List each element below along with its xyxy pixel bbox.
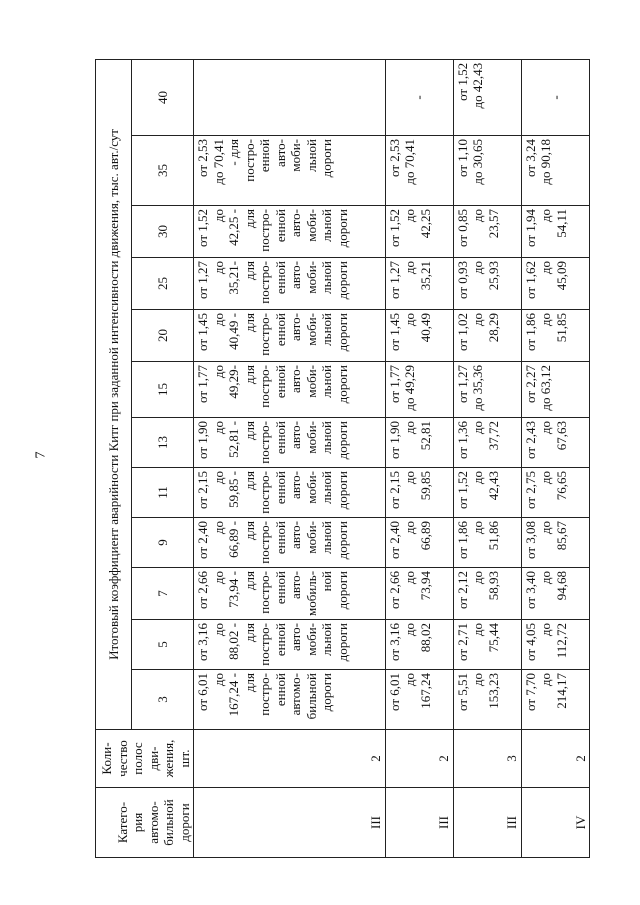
coefficient-cell: от 2,27 до 63,12 — [521, 362, 589, 418]
intensity-header-5: 5 — [132, 620, 194, 670]
intensity-header-11: 11 — [132, 468, 194, 518]
table-row — [453, 59, 521, 857]
coefficient-cell: от 2,15 до 59,85 - для постро- енной авто- моби- льной дороги — [194, 468, 386, 518]
table-body — [194, 59, 590, 857]
coefficient-cell — [194, 59, 386, 135]
coefficient-cell: от 2,71 до 75,44 — [453, 620, 521, 670]
intensity-header-40: 40 — [132, 59, 194, 135]
intensity-header-13: 13 — [132, 418, 194, 468]
category-cell: III — [194, 788, 386, 858]
coefficient-cell: от 2,66 до 73,94 - для постро- енной авто- мобиль- ной дороги — [194, 568, 386, 620]
intensity-header-9: 9 — [132, 518, 194, 568]
table-row — [194, 59, 386, 857]
coefficient-cell: - — [521, 59, 589, 135]
coefficient-cell: от 1,27 до 35,36 — [453, 362, 521, 418]
coefficient-cell: от 2,15 до 59,85 — [385, 468, 453, 518]
coefficient-cell: от 3,24 до 90,18 — [521, 136, 589, 206]
coefficient-cell: от 1,27 до 35,21- для постро- енной авто- моби- льной дороги — [194, 258, 386, 310]
coefficient-cell: от 1,52 до 42,25 — [385, 206, 453, 258]
lanes-cell: 2 — [521, 730, 589, 788]
table-row — [385, 59, 453, 857]
coefficient-cell: от 1,45 до 40,49 - для постро- енной авто- моби- льной дороги — [194, 310, 386, 362]
intensity-header-15: 15 — [132, 362, 194, 418]
accident-coefficient-table — [95, 59, 590, 858]
coefficient-cell: от 6,01 до 167,24 - для постро- енной автомо- бильной дороги — [194, 670, 386, 730]
intensity-header-20: 20 — [132, 310, 194, 362]
coefficient-cell: от 2,53 до 70,41 - для постро- енной авто- моби- льной дороги — [194, 136, 386, 206]
lanes-cell: 3 — [453, 730, 521, 788]
coefficient-cell: от 2,66 до 73,94 — [385, 568, 453, 620]
header-title: Итоговый коэффициент аварийности Китг при заданной интенсивности движения, тыс. авт./сут — [96, 59, 132, 729]
coefficient-cell: от 5,51 до 153,23 — [453, 670, 521, 730]
coefficient-cell: от 1,62 до 45,09 — [521, 258, 589, 310]
coefficient-cell: - — [385, 59, 453, 135]
category-cell: III — [385, 788, 453, 858]
coefficient-cell: от 1,27 до 35,21 — [385, 258, 453, 310]
table-row — [521, 59, 589, 857]
coefficient-cell: от 3,16 до 88,02 — [385, 620, 453, 670]
category-cell: IV — [521, 788, 589, 858]
coefficient-cell: от 1,90 до 52,81 — [385, 418, 453, 468]
coefficient-cell: от 2,40 до 66,89 — [385, 518, 453, 568]
coefficient-cell: от 0,93 до 25,93 — [453, 258, 521, 310]
intensity-header-25: 25 — [132, 258, 194, 310]
coefficient-cell: от 1,77 до 49,29- для постро- енной авто- моби- льной дороги — [194, 362, 386, 418]
coefficient-cell: от 2,75 до 76,65 — [521, 468, 589, 518]
coefficient-cell: от 1,86 до 51,86 — [453, 518, 521, 568]
intensity-header-7: 7 — [132, 568, 194, 620]
coefficient-cell: от 6,01 до 167,24 — [385, 670, 453, 730]
coefficient-cell: от 1,36 до 37,72 — [453, 418, 521, 468]
coefficient-cell: от 1,52 до 42,43 — [453, 468, 521, 518]
coefficient-cell: от 1,52 до 42,43 — [453, 59, 521, 135]
coefficient-cell: от 1,86 до 51,85 — [521, 310, 589, 362]
coefficient-cell: от 1,77 до 49,29 — [385, 362, 453, 418]
header-category: Катего- рия автомо- бильной дороги — [96, 788, 194, 858]
coefficient-cell: от 2,12 до 58,93 — [453, 568, 521, 620]
header-lanes: Коли- чество полос дви- жения, шт. — [96, 730, 194, 788]
coefficient-cell: от 1,02 до 28,29 — [453, 310, 521, 362]
coefficient-cell: от 1,90 до 52,81 - для постро- енной авто- моби- льной дороги — [194, 418, 386, 468]
lanes-cell: 2 — [385, 730, 453, 788]
intensity-header-35: 35 — [132, 136, 194, 206]
page-number: 7 — [33, 451, 49, 459]
coefficient-cell: от 7,70 до 214,17 — [521, 670, 589, 730]
lanes-cell: 2 — [194, 730, 386, 788]
coefficient-cell: от 1,10 до 30,65 — [453, 136, 521, 206]
coefficient-cell: от 0,85 до 23,57 — [453, 206, 521, 258]
coefficient-cell: от 4,05 до 112,72 — [521, 620, 589, 670]
coefficient-cell: от 2,43 до 67,63 — [521, 418, 589, 468]
rotated-table-frame — [95, 60, 590, 858]
coefficient-cell: от 2,53 до 70,41 — [385, 136, 453, 206]
category-cell: III — [453, 788, 521, 858]
intensity-header-30: 30 — [132, 206, 194, 258]
intensity-header-3: 3 — [132, 670, 194, 730]
coefficient-cell: от 1,45 до 40,49 — [385, 310, 453, 362]
coefficient-cell: от 1,52 до 42,25 - для постро- енной авто- моби- льной дороги — [194, 206, 386, 258]
coefficient-cell: от 2,40 до 66,89 - для постро- енной авто- моби- льной дороги — [194, 518, 386, 568]
coefficient-cell: от 3,08 до 85,67 — [521, 518, 589, 568]
coefficient-cell: от 3,40 до 94,68 — [521, 568, 589, 620]
coefficient-cell: от 1,94 до 54,11 — [521, 206, 589, 258]
coefficient-cell: от 3,16 до 88,02 - для постро- енной авто- моби- льной дороги — [194, 620, 386, 670]
table-container — [95, 60, 590, 858]
